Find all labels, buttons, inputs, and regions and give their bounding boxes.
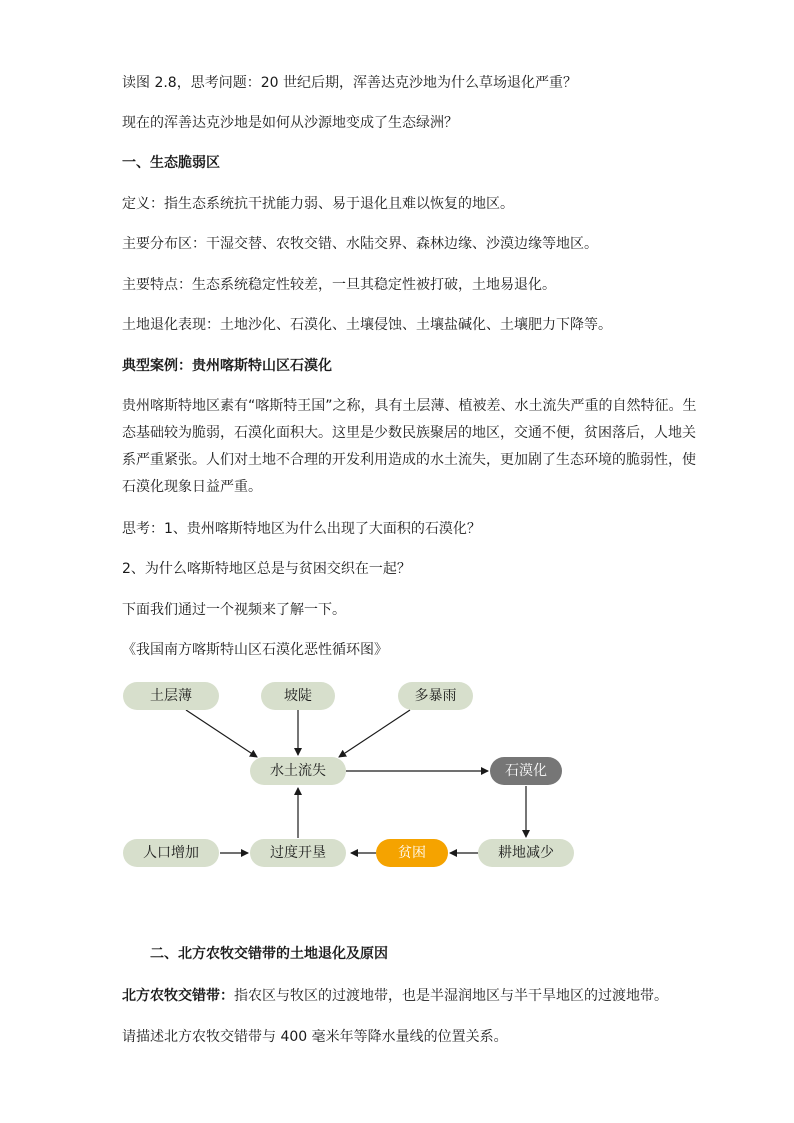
arrow-soil-to-erosion (186, 710, 257, 757)
node-population-increase: 人口增加 (123, 839, 219, 867)
node-soil-erosion: 水土流失 (250, 757, 346, 785)
node-rocky-desertification: 石漠化 (490, 757, 562, 785)
heading-north-farming-pastoral-belt: 二、北方农牧交错带的土地退化及原因 (150, 946, 388, 962)
node-slope: 坡陡 (261, 682, 335, 710)
case-paragraph (122, 393, 700, 501)
describe-question: 请描述北方农牧交错带与 400 毫米年等降水量线的位置关系。 (122, 1029, 508, 1045)
case-paragraph-text: 贵州喀斯特地区素有“喀斯特王国”之称，具有土层薄、植被差、水土流失严重的自然特征。生态基础较为脆弱，石漠化面积大。这里是少数民族聚居的地区，交通不便，贫困落后，人地关系严重紧张。人们对土地不合理的开发利用造成的水土流失，更加剧了生态环境的脆弱性，使石漠化现象日益严重。 (122, 398, 697, 495)
definition-line: 定义：指生态系统抗干扰能力弱、易于退化且难以恢复的地区。 (122, 196, 514, 212)
node-over-reclamation: 过度开垦 (250, 839, 346, 867)
question-1: 读图 2.8，思考问题：20 世纪后期，浑善达克沙地为什么草场退化严重？ (122, 75, 577, 91)
diagram-title: 《我国南方喀斯特山区石漠化恶性循环图》 (122, 642, 388, 658)
node-poverty: 贫困 (376, 839, 448, 867)
question-2: 现在的浑善达克沙地是如何从沙源地变成了生态绿洲？ (122, 115, 458, 131)
case-title: 典型案例：贵州喀斯特山区石漠化 (122, 358, 332, 374)
belt-definition (122, 986, 668, 1006)
distribution-line: 主要分布区：干湿交替、农牧交错、水陆交界、森林边缘、沙漠边缘等地区。 (122, 236, 598, 252)
features-line: 主要特点：生态系统稳定性较差，一旦其稳定性被打破，土地易退化。 (122, 277, 556, 293)
belt-text: 指农区与牧区的过渡地带，也是半湿润地区与半干旱地区的过渡地带。 (234, 988, 668, 1004)
degradation-line: 土地退化表现：土地沙化、石漠化、土壤侵蚀、土壤盐碱化、土壤肥力下降等。 (122, 317, 612, 333)
arrow-rain-to-erosion (339, 710, 410, 757)
video-intro: 下面我们通过一个视频来了解一下。 (122, 602, 346, 618)
belt-label: 北方农牧交错带： (122, 988, 234, 1004)
think-question-1: 思考：1、贵州喀斯特地区为什么出现了大面积的石漠化？ (122, 521, 481, 537)
think-question-2: 2、为什么喀斯特地区总是与贫困交织在一起？ (122, 561, 411, 577)
heading-ecological-fragile-zone: 一、生态脆弱区 (122, 155, 220, 171)
node-soil-thin: 土层薄 (123, 682, 219, 710)
node-heavy-rain: 多暴雨 (398, 682, 473, 710)
node-less-farmland: 耕地减少 (478, 839, 574, 867)
